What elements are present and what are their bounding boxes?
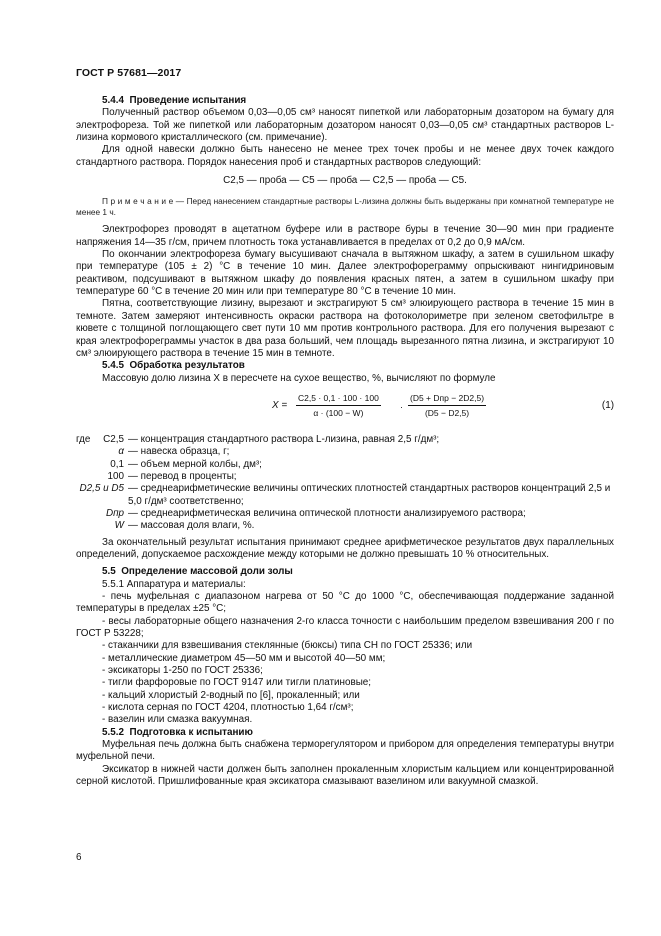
heading-5-5-2: 5.5.2 Подготовка к испытанию [102, 726, 253, 738]
formula-fraction-2 [408, 392, 486, 420]
fraction-denominator: α · (100 − W) [313, 408, 364, 419]
legend-text: — массовая доля влаги, %. [128, 520, 255, 532]
fraction-numerator: C2,5 · 0,1 · 100 · 100 [296, 392, 381, 406]
sample-sequence: C2,5 — проба — C5 — проба — C2,5 — проба — C5. [223, 175, 467, 187]
formula-number: (1) [601, 399, 614, 411]
fraction-denominator: (D5 − D2,5) [424, 408, 470, 419]
legend-row [76, 459, 614, 471]
fraction-numerator: (D5 + Dпр − 2D2,5) [408, 392, 486, 406]
heading-5-5: 5.5 Определение массовой доли золы [102, 566, 293, 578]
heading-5-4-5: 5.4.5 Обработка результатов [102, 360, 245, 372]
legend-text: — навеска образца, г; [128, 446, 230, 458]
legend-symbol: Dпр [105, 507, 124, 519]
formula-1 [76, 388, 614, 428]
legend-text: — среднеарифметическая величина оптической плотности анализируемого раствора; [128, 507, 526, 519]
multiply-dot: · [400, 401, 403, 412]
list-item: - металлические диаметром 45—50 мм и высотой 40—50 мм; [102, 652, 386, 664]
list-item: - тигли фарфоровые по ГОСТ 9147 или тигли платиновые; [102, 677, 372, 689]
heading-5-4-4: 5.4.4 Проведение испытания [102, 95, 247, 106]
list-item: - печь муфельная с диапазоном нагрева от 50 °С до 1000 °С, обеспечивающая поддержание заданной температуры в пределах ±25 °С; [76, 591, 614, 615]
legend-symbol: 0,1 [110, 458, 124, 470]
legend-symbol: α [118, 446, 124, 458]
note: П р и м е ч а н и е — Перед нанесением стандартные растворы L-лизина должны быть выдержаны при комнатной температуре не менее 1 ч. [76, 196, 614, 218]
legend-symbol: D2,5 и D5 [79, 483, 124, 495]
paragraph: Электрофорез проводят в ацетатном буфере или в растворе буры в течение 30—90 мин при градиенте напряжения 14—35 г/см, причем плотность тока устанавливается в пределах от 0,2 до 0,9 мА/см. [76, 224, 614, 248]
formula-fraction-1 [296, 392, 381, 420]
legend-symbol: W [114, 520, 124, 532]
formula-lhs: X = [272, 399, 288, 411]
legend-row [76, 434, 614, 446]
paragraph: Для одной навески должно быть нанесено не менее трех точек пробы и не менее двух точек каждого стандартного раствора. Порядок нанесения проб и стандартных растворов следующий: [76, 144, 614, 168]
legend-symbol: 100 [107, 470, 124, 482]
page-number: 6 [76, 852, 82, 863]
document-header: ГОСТ Р 57681—2017 [76, 67, 182, 79]
legend-text: — концентрация стандартного раствора L-лизина, равная 2,5 г/дм³; [128, 433, 440, 445]
formula-legend [76, 434, 614, 533]
legend-symbol: C2,5 [103, 433, 124, 445]
list-item: - весы лабораторные общего назначения 2-го класса точности с наибольшим пределом взвешивания 200 г по ГОСТ Р 53228; [76, 615, 614, 640]
legend-where: где [76, 433, 91, 445]
legend-row [76, 520, 614, 532]
legend-row [76, 446, 614, 458]
list-item: - эксикаторы 1-250 по ГОСТ 25336; [102, 665, 263, 677]
paragraph: Муфельная печь должна быть снабжена терморегулятором и прибором для определения температуры внутри муфельной печи. [76, 739, 614, 763]
legend-text: — среднеарифметические величины оптических плотностей стандартных растворов концентраций 2,5 и 5,0 г/дм³ соответственно; [128, 483, 611, 507]
list-item: - кислота серная по ГОСТ 4204, плотностью 1,64 г/см³; [102, 702, 354, 714]
legend-row [76, 508, 614, 520]
legend-text: — перевод в проценты; [128, 470, 237, 482]
list-item: - вазелин или смазка вакуумная. [102, 714, 253, 726]
paragraph: Пятна, соответствующие лизину, вырезают и экстрагируют 5 см³ элюирующего раствора в течение 15 мин в темноте. Затем замеряют интенсивность окраски раствора на фотоколориметре при зеленом светофильтре в кювете с толщиной поглощающего свет пути 10 мм против контрольного раствора. Для его получения вырезают с края электрофореграммы участок в два раза больший, чем площадь вырезанного пятна лизина, и экстрагируют 10 см³ элюирующего раствора в течение 15 мин в темноте. [76, 298, 614, 359]
paragraph: Эксикатор в нижней части должен быть заполнен прокаленным хлористым кальцием или концентрированной серной кислотой. Пришлифованные края эксикатора смазывают вазелином или вакуумной смазкой. [76, 763, 614, 788]
paragraph: Полученный раствор объемом 0,03—0,05 см³ наносят пипеткой или лабораторным дозатором на бумагу для электрофореза. Той же пипеткой или лабораторным дозатором наносят 0,03—0,05 см³ стандартных растворов L-лизина кормового кристаллического (см. примечание). [76, 107, 614, 144]
paragraph: За окончательный результат испытания принимают среднее арифметическое результатов двух параллельных определений, допускаемое расхождение между которыми не должно превышать 10 % относительных. [76, 536, 614, 560]
legend-row [76, 471, 614, 483]
subheading-5-5-1: 5.5.1 Аппаратура и материалы: [102, 578, 246, 590]
paragraph: Массовую долю лизина X в пересчете на сухое вещество, %, вычисляют по формуле [102, 372, 496, 384]
document-body [76, 95, 614, 789]
legend-row [76, 483, 614, 508]
list-item: - кальций хлористый 2-водный по [6], прокаленный; или [102, 689, 360, 701]
paragraph: По окончании электрофореза бумагу высушивают сначала в вытяжном шкафу, а затем в сушильном шкафу при температуре (105 ± 2) °С в течение 10 мин. Далее электрофореграмму опрыскивают нингидриновым реактивом, подсушивают в вытяжном шкафу до появления красных пятен, а затем в сушильном шкафу при температуре 60 °С в течение 20 мин или при температуре 80 °С в течение 10 мин. [76, 249, 614, 298]
legend-text: — объем мерной колбы, дм³; [128, 458, 262, 470]
list-item: - стаканчики для взвешивания стеклянные (бюксы) типа СН по ГОСТ 25336; или [102, 640, 473, 652]
